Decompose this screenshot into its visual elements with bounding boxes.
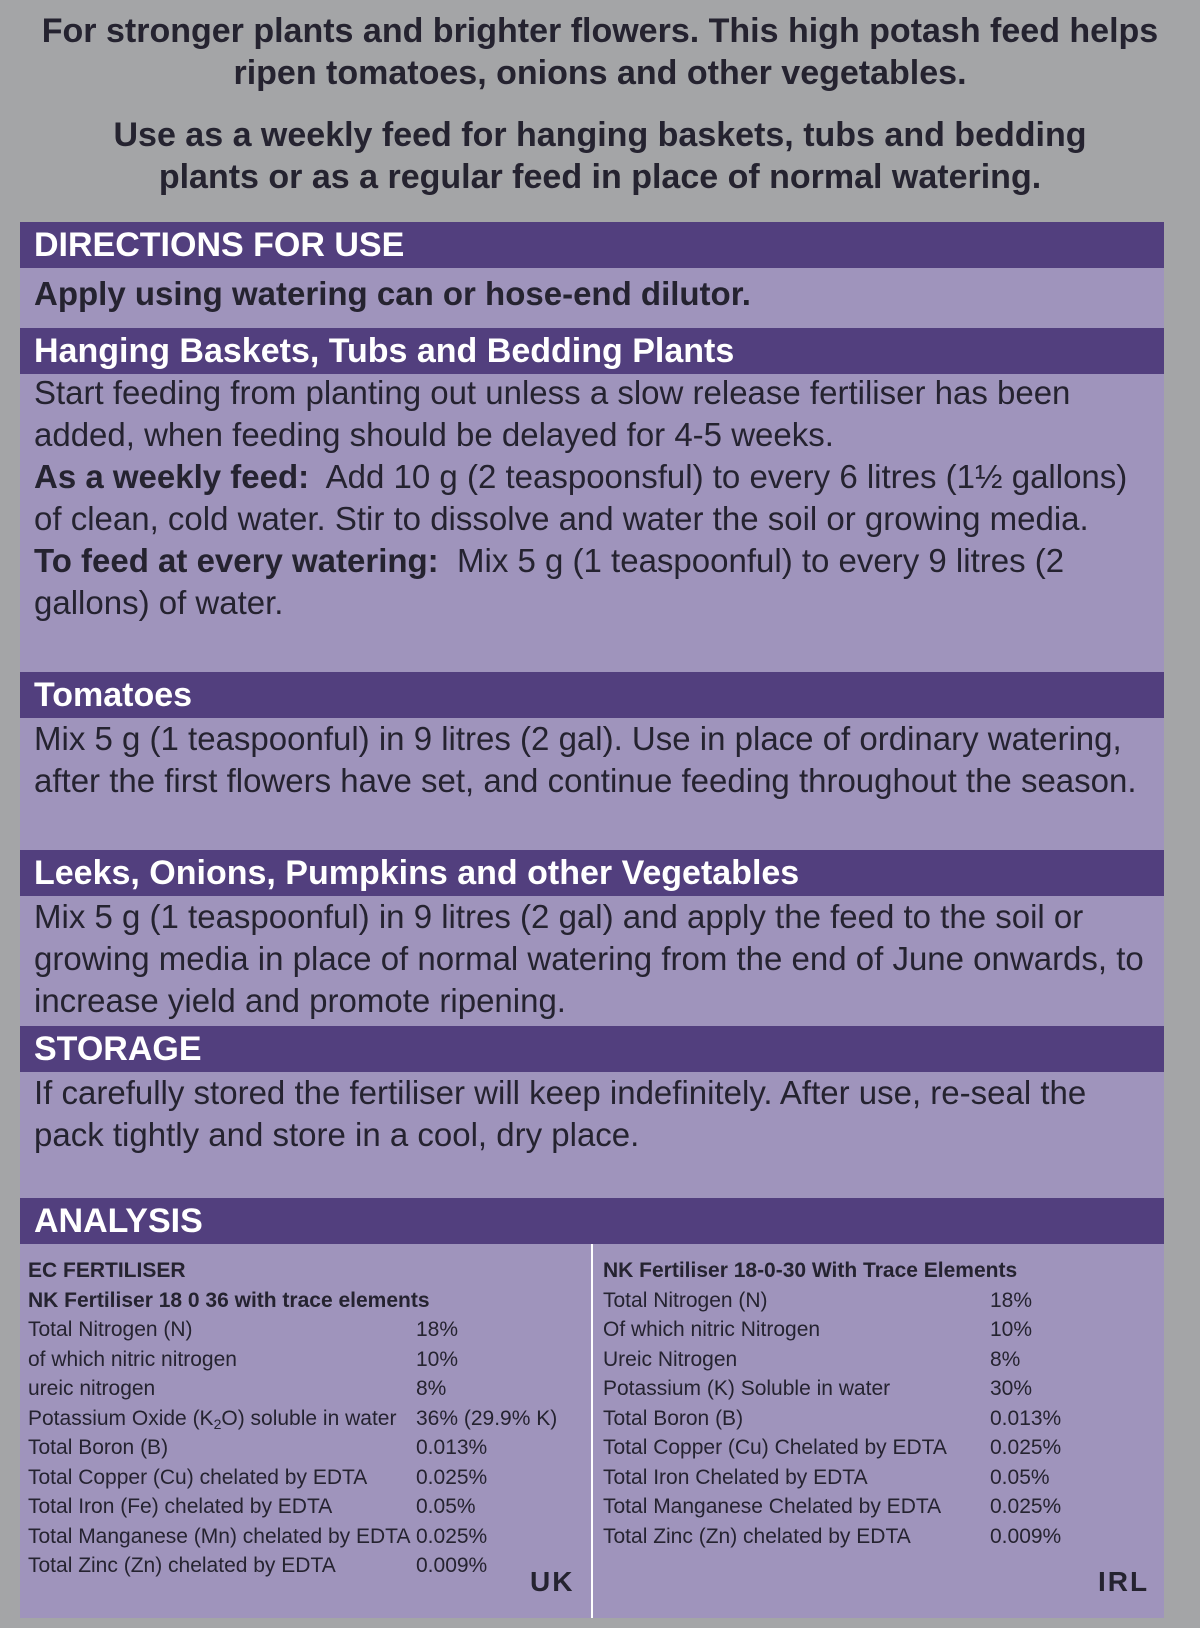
irl-row-name: Total Boron (B) bbox=[603, 1406, 744, 1430]
baskets-heading: Hanging Baskets, Tubs and Bedding Plants bbox=[20, 328, 1164, 374]
baskets-body bbox=[34, 372, 1160, 624]
irl-row-name: Potassium (K) Soluble in water bbox=[603, 1377, 891, 1400]
irl-row-name: Total Copper (Cu) Chelated by EDTA bbox=[603, 1436, 947, 1459]
uk-row bbox=[28, 1404, 584, 1434]
irl-title: NK Fertiliser 18-0-30 With Trace Elements bbox=[603, 1259, 1018, 1282]
irl-row-value: 30% bbox=[990, 1377, 1033, 1400]
tomatoes-text: Mix 5 g (1 teaspoonful) in 9 litres (2 gal). Use in place of ordinary watering, after the first flowers have set, and continue feeding throughout the season. bbox=[34, 720, 1137, 799]
irl-row bbox=[603, 1315, 1159, 1345]
irl-row-value: 0.013% bbox=[990, 1406, 1062, 1430]
uk-row-value: 0.025% bbox=[416, 1465, 488, 1489]
uk-row-value: 10% bbox=[416, 1347, 459, 1371]
uk-row-value: 0.025% bbox=[416, 1524, 488, 1548]
uk-row bbox=[28, 1463, 584, 1493]
irl-row bbox=[603, 1522, 1159, 1552]
uk-row-value: 0.013% bbox=[416, 1436, 488, 1459]
analysis-uk bbox=[28, 1256, 584, 1581]
uk-row-value: 8% bbox=[416, 1377, 447, 1400]
vegetables-heading: Leeks, Onions, Pumpkins and other Vegetables bbox=[20, 850, 1164, 896]
irl-row-value: 0.025% bbox=[990, 1495, 1062, 1518]
uk-row-name-part: O) soluble in water bbox=[221, 1406, 397, 1430]
uk-row bbox=[28, 1522, 584, 1552]
analysis-heading: ANALYSIS bbox=[20, 1198, 1164, 1244]
uk-row bbox=[28, 1492, 584, 1522]
irl-row-name: Ureic Nitrogen bbox=[603, 1347, 738, 1371]
irl-row-name: Of which nitric Nitrogen bbox=[603, 1318, 821, 1341]
baskets-intro: Start feeding from planting out unless a slow release fertiliser has been added, when feeding should be delayed for 4-5 weeks. bbox=[34, 374, 1071, 453]
baskets-every bbox=[34, 540, 1160, 624]
irl-row bbox=[603, 1463, 1159, 1493]
uk-row-value: 18% bbox=[416, 1318, 459, 1341]
irl-row-value: 18% bbox=[990, 1288, 1033, 1312]
vegetables-text: Mix 5 g (1 teaspoonful) in 9 litres (2 gal) and apply the feed to the soil or growing media in place of normal watering from the end of June onwards, to increase yield and promote ripening. bbox=[34, 898, 1144, 1019]
directions-heading: DIRECTIONS FOR USE bbox=[20, 222, 1164, 268]
irl-row bbox=[603, 1286, 1159, 1316]
weekly-label: As a weekly feed: bbox=[34, 458, 310, 495]
irl-row-value: 0.025% bbox=[990, 1436, 1062, 1459]
irl-row bbox=[603, 1492, 1159, 1522]
irl-rows bbox=[603, 1286, 1159, 1552]
every-label: To feed at every watering: bbox=[34, 542, 439, 579]
uk-row bbox=[28, 1345, 584, 1375]
uk-row-value: 0.05% bbox=[416, 1495, 476, 1518]
intro-line-1: For stronger plants and brighter flowers. This high potash feed helps ripen tomatoes, onions and other vegetables. bbox=[41, 12, 1159, 92]
irl-row-name: Total Zinc (Zn) chelated by EDTA bbox=[603, 1524, 911, 1548]
irl-row bbox=[603, 1374, 1159, 1404]
uk-row-name: Total Zinc (Zn) chelated by EDTA bbox=[28, 1554, 336, 1577]
irl-row-value: 0.009% bbox=[990, 1524, 1062, 1548]
country-irl: IRL bbox=[1098, 1566, 1150, 1597]
irl-row-value: 8% bbox=[990, 1347, 1021, 1371]
uk-row bbox=[28, 1374, 584, 1404]
uk-row-name: Total Iron (Fe) chelated by EDTA bbox=[28, 1495, 333, 1518]
irl-row-value: 0.05% bbox=[990, 1465, 1050, 1489]
uk-row-value: 36% (29.9% K) bbox=[416, 1406, 558, 1430]
uk-row bbox=[28, 1551, 584, 1581]
uk-row-name: of which nitric nitrogen bbox=[28, 1347, 237, 1371]
uk-title-2: NK Fertiliser 18 0 36 with trace elements bbox=[28, 1288, 430, 1312]
column-divider bbox=[591, 1244, 593, 1618]
irl-row bbox=[603, 1345, 1159, 1375]
label-panel bbox=[20, 222, 1164, 1618]
weekly-text: Add 10 g (2 teaspoonsful) to every 6 litres (1½ gallons) of clean, cold water. Stir to dissolve and water the soil or growing media. bbox=[34, 458, 1128, 537]
irl-row-name: Total Nitrogen (N) bbox=[603, 1288, 768, 1312]
uk-row-name: Total Boron (B) bbox=[28, 1436, 169, 1459]
irl-row-name: Total Iron Chelated by EDTA bbox=[603, 1465, 868, 1489]
analysis-irl bbox=[603, 1256, 1159, 1551]
irl-row-value: 10% bbox=[990, 1318, 1033, 1341]
baskets-weekly bbox=[34, 456, 1160, 540]
uk-row-name: Total Manganese (Mn) chelated by EDTA bbox=[28, 1524, 411, 1548]
directions-apply: Apply using watering can or hose-end dilutor. bbox=[34, 275, 751, 312]
storage-text: If carefully stored the fertiliser will keep indefinitely. After use, re-seal the pack tightly and store in a cool, dry place. bbox=[34, 1074, 1087, 1153]
uk-rows bbox=[28, 1315, 584, 1581]
uk-row-name: ureic nitrogen bbox=[28, 1377, 156, 1400]
irl-row bbox=[603, 1404, 1159, 1434]
uk-row-value: 0.009% bbox=[416, 1554, 488, 1577]
irl-row bbox=[603, 1433, 1159, 1463]
every-text: Mix 5 g (1 teaspoonful) to every 9 litres (2 gallons) of water. bbox=[34, 542, 1065, 621]
intro bbox=[0, 0, 1200, 198]
uk-row-name-sub: 2 bbox=[213, 1415, 222, 1432]
tomatoes-heading: Tomatoes bbox=[20, 672, 1164, 718]
uk-row bbox=[28, 1433, 584, 1463]
storage-heading: STORAGE bbox=[20, 1026, 1164, 1072]
uk-row bbox=[28, 1315, 584, 1345]
irl-row-name: Total Manganese Chelated by EDTA bbox=[603, 1495, 942, 1518]
uk-row-name: Total Copper (Cu) chelated by EDTA bbox=[28, 1465, 368, 1489]
uk-row-name: Total Nitrogen (N) bbox=[28, 1318, 193, 1341]
intro-line-2: Use as a weekly feed for hanging baskets, tubs and bedding plants or as a regular feed in place of normal watering. bbox=[113, 116, 1087, 196]
country-uk: UK bbox=[530, 1566, 575, 1597]
uk-title-1: EC FERTILISER bbox=[28, 1259, 186, 1282]
uk-row-name-part: Potassium Oxide (K bbox=[28, 1406, 214, 1430]
